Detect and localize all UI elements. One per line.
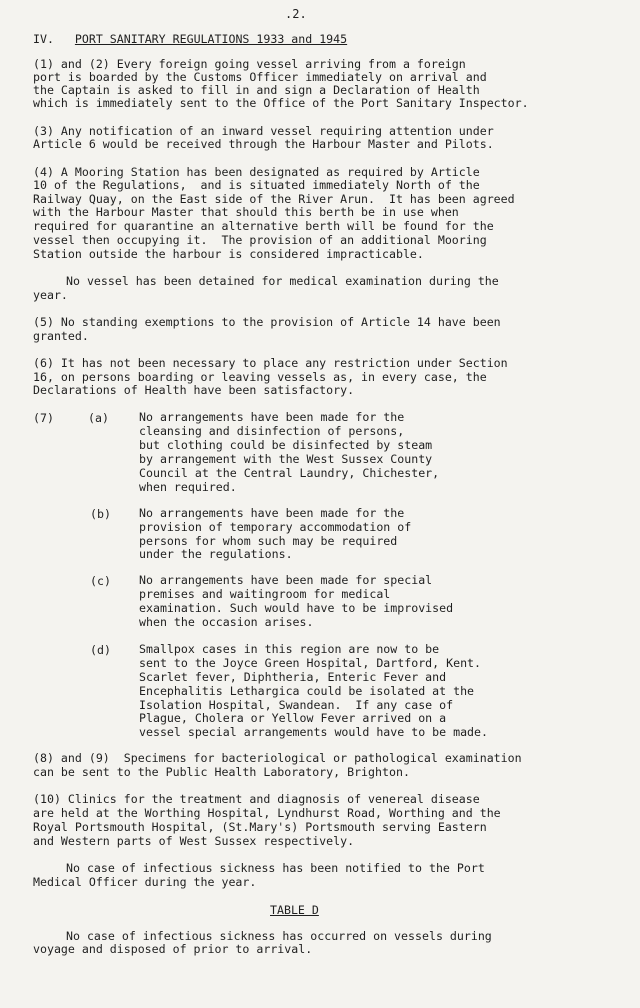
table-d-title: TABLE D <box>270 903 319 917</box>
item-b-line: persons for whom such may be required <box>139 534 398 548</box>
para7-number: (7) <box>33 411 54 425</box>
item-a-line: when required. <box>139 480 237 494</box>
item-b-line: under the regulations. <box>139 547 293 561</box>
item-a-line: No arrangements have been made for the <box>139 410 405 424</box>
item-d-line: Encephalitis Lethargica could be isolated at the <box>139 684 475 698</box>
page-number: .2. <box>285 7 307 21</box>
item-a-line: but clothing could be disinfected by steam <box>139 438 433 452</box>
section-number: IV. <box>33 32 54 46</box>
para1-line: port is boarded by the Customs Officer immediately on arrival and <box>33 70 487 84</box>
item-d-line: Plague, Cholera or Yellow Fever arrived on a <box>139 711 447 725</box>
para4-line: required for quarantine an alternative berth will be found for the <box>33 219 494 233</box>
para4-line: vessel then occupying it. The provision of an additional Mooring <box>33 233 487 247</box>
para6-line: 16, on persons boarding or leaving vessels as, in every case, the <box>33 370 487 384</box>
item-a-label: (a) <box>88 411 109 425</box>
section-heading <box>33 32 347 46</box>
item-a-line: Council at the Central Laundry, Chichester, <box>139 466 440 480</box>
para89-line: (8) and (9) Specimens for bacteriological or pathological examination <box>33 751 522 765</box>
para3-line: (3) Any notification of an inward vessel requiring attention under <box>33 124 494 138</box>
item-a-line: cleansing and disinfection of persons, <box>139 424 405 438</box>
item-c-line: No arrangements have been made for special <box>139 573 433 587</box>
item-d-line: Isolation Hospital, Swandean. If any case of <box>139 698 454 712</box>
para10-line: Royal Portsmouth Hospital, (St.Mary's) Portsmouth serving Eastern <box>33 820 487 834</box>
para1-line: the Captain is asked to fill in and sign a Declaration of Health <box>33 83 480 97</box>
para1-line: (1) and (2) Every foreign going vessel arriving from a foreign <box>33 57 466 71</box>
item-b-line: provision of temporary accommodation of <box>139 520 412 534</box>
item-d-line: sent to the Joyce Green Hospital, Dartford, Kent. <box>139 656 482 670</box>
para1-line: which is immediately sent to the Office of the Port Sanitary Inspector. <box>33 96 529 110</box>
item-c-line: when the occasion arises. <box>139 615 314 629</box>
item-d-line: Smallpox cases in this region are now to be <box>139 642 440 656</box>
para5-line: (5) No standing exemptions to the provision of Article 14 have been <box>33 315 501 329</box>
item-c-line: premises and waitingroom for medical <box>139 587 391 601</box>
para4-line: with the Harbour Master that should this berth be in use when <box>33 205 459 219</box>
item-d-line: vessel special arrangements would have to be made. <box>139 725 489 739</box>
item-c-line: examination. Such would have to be improvised <box>139 601 454 615</box>
item-b-label: (b) <box>90 507 111 521</box>
para3-line: Article 6 would be received through the Harbour Master and Pilots. <box>33 137 494 151</box>
section-title: PORT SANITARY REGULATIONS 1933 and 1945 <box>74 32 348 46</box>
para10-line: are held at the Worthing Hospital, Lyndhurst Road, Worthing and the <box>33 806 501 820</box>
para4-line: Railway Quay, on the East side of the River Arun. It has been agreed <box>33 192 515 206</box>
para10-line: (10) Clinics for the treatment and diagnosis of venereal disease <box>33 792 480 806</box>
para5-line: granted. <box>33 329 89 343</box>
para4-line: 10 of the Regulations, and is situated immediately North of the <box>33 178 480 192</box>
item-a-line: by arrangement with the West Sussex County <box>139 452 433 466</box>
detained-line: year. <box>33 288 68 302</box>
para4-line: Station outside the harbour is considered impracticable. <box>33 247 424 261</box>
notified-line: No case of infectious sickness has been notified to the Port <box>66 861 485 875</box>
para10-line: and Western parts of West Sussex respectively. <box>33 834 355 848</box>
para89-line: can be sent to the Public Health Laboratory, Brighton. <box>33 765 410 779</box>
table-d-line: No case of infectious sickness has occurred on vessels during <box>66 929 492 943</box>
detained-line: No vessel has been detained for medical examination during the <box>66 274 499 288</box>
para6-line: (6) It has not been necessary to place any restriction under Section <box>33 356 508 370</box>
para6-line: Declarations of Health have been satisfactory. <box>33 383 355 397</box>
para4-line: (4) A Mooring Station has been designated as required by Article <box>33 165 480 179</box>
item-c-label: (c) <box>90 574 111 588</box>
item-b-line: No arrangements have been made for the <box>139 506 405 520</box>
item-d-line: Scarlet fever, Diphtheria, Enteric Fever and <box>139 670 447 684</box>
notified-line: Medical Officer during the year. <box>33 875 257 889</box>
table-d-line: voyage and disposed of prior to arrival. <box>33 942 313 956</box>
item-d-label: (d) <box>90 643 111 657</box>
